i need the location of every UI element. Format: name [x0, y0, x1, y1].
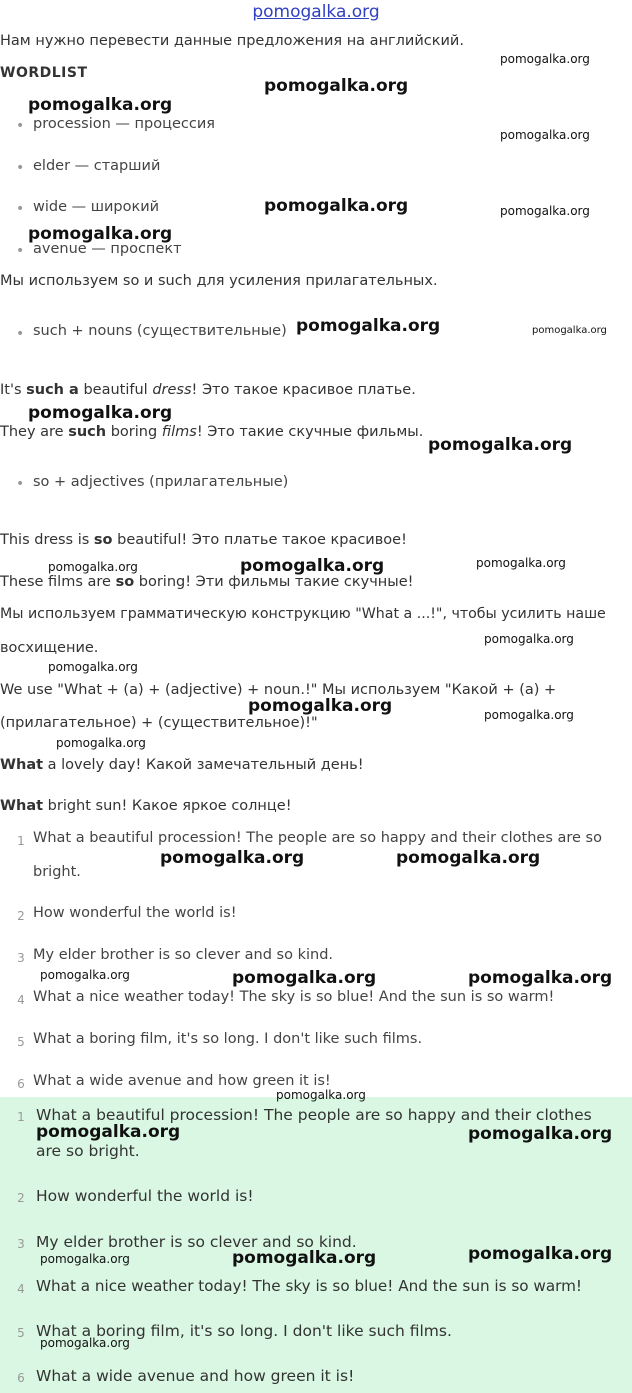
watermark: pomogalka.org: [264, 76, 409, 96]
what-formula-line-1: We use "What + (a) + (adjective) + noun.!" Мы используем "Какой + (a) +: [0, 682, 557, 698]
watermark: pomogalka.org: [500, 128, 590, 142]
what-example-2: What bright sun! Какое яркое солнце!: [0, 798, 292, 814]
watermark: pomogalka.org: [468, 1244, 613, 1264]
site-header-link[interactable]: pomogalka.org: [252, 2, 380, 22]
answer-number: 4: [17, 1282, 25, 1296]
answer-number: 5: [17, 1326, 25, 1340]
exercise-item: My elder brother is so clever and so kind.: [33, 947, 334, 963]
watermark: pomogalka.org: [428, 435, 573, 455]
exercise-number: 5: [17, 1035, 25, 1049]
wordlist-item: procession — процессия: [33, 116, 215, 132]
answer-item: What a wide avenue and how green it is!: [36, 1367, 355, 1385]
watermark: pomogalka.org: [28, 403, 173, 423]
exercise-number: 1: [17, 834, 25, 848]
bullet-icon: •: [16, 326, 25, 342]
bullet-icon: •: [16, 160, 25, 176]
watermark: pomogalka.org: [36, 1122, 181, 1142]
such-rule: such + nouns (существительные): [33, 323, 287, 339]
watermark: pomogalka.org: [484, 708, 574, 722]
intro-text: Нам нужно перевести данные предложения на английский.: [0, 33, 464, 49]
exercise-number: 3: [17, 951, 25, 965]
so-example-2: These films are so boring! Эти фильмы такие скучные!: [0, 574, 414, 590]
watermark: pomogalka.org: [264, 196, 409, 216]
answer-item-continued: are so bright.: [36, 1142, 140, 1160]
so-rule: so + adjectives (прилагательные): [33, 474, 289, 490]
exercise-item-continued: bright.: [33, 864, 81, 880]
wordlist-item: elder — старший: [33, 158, 161, 174]
so-example-1: This dress is so beautiful! Это платье такое красивое!: [0, 532, 407, 548]
rule-so-such: Мы используем so и such для усиления прилагательных.: [0, 273, 438, 289]
exercise-item: What a wide avenue and how green it is!: [33, 1073, 331, 1089]
wordlist-heading: WORDLIST: [0, 65, 88, 81]
watermark: pomogalka.org: [276, 1088, 366, 1102]
exercise-number: 4: [17, 993, 25, 1007]
watermark: pomogalka.org: [232, 968, 377, 988]
watermark: pomogalka.org: [160, 848, 305, 868]
watermark: pomogalka.org: [476, 556, 566, 570]
watermark: pomogalka.org: [48, 560, 138, 574]
watermark: pomogalka.org: [396, 848, 541, 868]
bullet-icon: •: [16, 201, 25, 217]
what-formula-line-2: (прилагательное) + (существительное)!": [0, 715, 318, 731]
watermark: pomogalka.org: [48, 660, 138, 674]
exercise-item: How wonderful the world is!: [33, 905, 237, 921]
watermark: pomogalka.org: [532, 325, 607, 336]
exercise-number: 2: [17, 909, 25, 923]
wordlist-item: avenue — проспект: [33, 241, 182, 257]
answer-item: My elder brother is so clever and so kind.: [36, 1233, 357, 1251]
answer-number: 1: [17, 1110, 25, 1124]
watermark: pomogalka.org: [40, 968, 130, 982]
bullet-icon: •: [16, 118, 25, 134]
answer-number: 3: [17, 1237, 25, 1251]
what-rule-line-2: восхищение.: [0, 640, 99, 656]
watermark: pomogalka.org: [296, 316, 441, 336]
watermark: pomogalka.org: [468, 968, 613, 988]
watermark: pomogalka.org: [484, 632, 574, 646]
watermark: pomogalka.org: [248, 696, 393, 716]
watermark: pomogalka.org: [240, 556, 385, 576]
watermark: pomogalka.org: [468, 1124, 613, 1144]
watermark: pomogalka.org: [232, 1248, 377, 1268]
exercise-number: 6: [17, 1077, 25, 1091]
answer-number: 6: [17, 1371, 25, 1385]
wordlist-item: wide — широкий: [33, 199, 160, 215]
exercise-item: What a beautiful procession! The people are so happy and their clothes are so: [33, 830, 602, 846]
watermark: pomogalka.org: [56, 736, 146, 750]
watermark: pomogalka.org: [28, 224, 173, 244]
bullet-icon: •: [16, 243, 25, 259]
what-rule-line-1: Мы используем грамматическую конструкцию "What a ...!", чтобы усилить наше: [0, 606, 606, 622]
exercise-item: What a boring film, it's so long. I don't like such films.: [33, 1031, 423, 1047]
such-example-2: They are such boring films! Это такие скучные фильмы.: [0, 424, 424, 440]
watermark: pomogalka.org: [40, 1252, 130, 1266]
answer-number: 2: [17, 1191, 25, 1205]
answer-item: What a beautiful procession! The people are so happy and their clothes: [36, 1106, 592, 1124]
bullet-icon: •: [16, 476, 25, 492]
answer-item: What a boring film, it's so long. I don't like such films.: [36, 1322, 452, 1340]
watermark: pomogalka.org: [40, 1336, 130, 1350]
answer-item: What a nice weather today! The sky is so blue! And the sun is so warm!: [36, 1277, 583, 1295]
answer-item: How wonderful the world is!: [36, 1187, 254, 1205]
exercise-item: What a nice weather today! The sky is so blue! And the sun is so warm!: [33, 989, 555, 1005]
such-example-1: It's such a beautiful dress! Это такое красивое платье.: [0, 382, 416, 398]
watermark: pomogalka.org: [28, 95, 173, 115]
watermark: pomogalka.org: [500, 52, 590, 66]
what-example-1: What a lovely day! Какой замечательный день!: [0, 757, 364, 773]
watermark: pomogalka.org: [500, 204, 590, 218]
